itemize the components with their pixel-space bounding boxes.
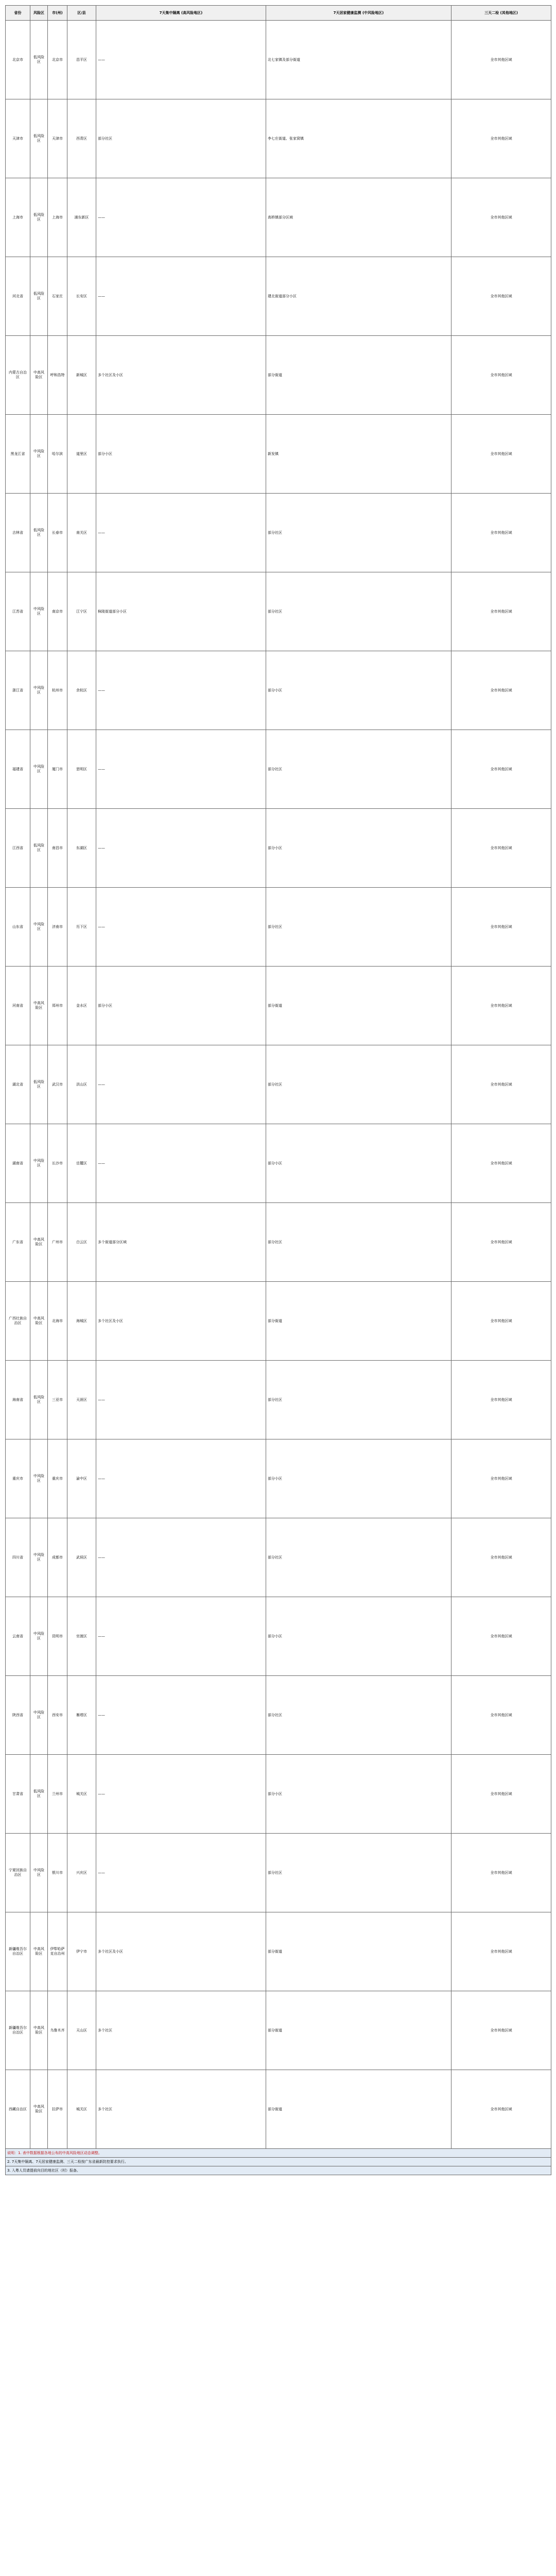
cell-risk: 中风险区 [30, 1518, 48, 1597]
cell-risk: 中高风险区 [30, 1912, 48, 1991]
cell-other: 全市其他区域 [451, 336, 551, 415]
cell-high-risk: —— [96, 1834, 266, 1912]
cell-city: 天津市 [48, 99, 67, 178]
cell-province: 天津市 [6, 99, 30, 178]
cell-district: 海城区 [67, 1282, 96, 1361]
header-province: 省份 [6, 6, 30, 21]
cell-risk: 低风险区 [30, 1045, 48, 1124]
cell-risk: 中高风险区 [30, 2070, 48, 2149]
note-row [6, 2166, 551, 2175]
cell-district: 历下区 [67, 888, 96, 967]
header-high-risk: 7天集中隔离 (高风险地区) [96, 6, 266, 21]
cell-city: 南京市 [48, 572, 67, 651]
cell-other: 全市其他区域 [451, 572, 551, 651]
cell-province: 浙江省 [6, 651, 30, 730]
cell-other: 全市其他区域 [451, 888, 551, 967]
table-row [6, 21, 551, 99]
cell-risk: 中高风险区 [30, 967, 48, 1045]
table-row [6, 1755, 551, 1834]
cell-mid-risk: 部分街道 [266, 2070, 451, 2149]
table-row [6, 1991, 551, 2070]
cell-other: 全市其他区域 [451, 967, 551, 1045]
cell-mid-risk: 部分社区 [266, 1045, 451, 1124]
cell-district: 思明区 [67, 730, 96, 809]
cell-other: 全市其他区域 [451, 1045, 551, 1124]
cell-mid-risk: 部分社区 [266, 1518, 451, 1597]
cell-mid-risk: 部分社区 [266, 1203, 451, 1282]
cell-high-risk: 多个社区 [96, 1991, 266, 2070]
table-row [6, 1203, 551, 1282]
cell-high-risk: —— [96, 1439, 266, 1518]
cell-city: 哈尔滨 [48, 415, 67, 494]
cell-province: 福建省 [6, 730, 30, 809]
cell-city: 广州市 [48, 1203, 67, 1282]
cell-risk: 中风险区 [30, 651, 48, 730]
cell-mid-risk: 部分街道 [266, 1991, 451, 2070]
cell-risk: 低风险区 [30, 1755, 48, 1834]
cell-province: 海南省 [6, 1361, 30, 1439]
cell-high-risk: —— [96, 1518, 266, 1597]
cell-district: 岳麓区 [67, 1124, 96, 1203]
cell-high-risk: 多个社区及小区 [96, 336, 266, 415]
note-text: 说明：1. 表中数据根据各地公布的中高风险地区动态调整。 [6, 2149, 551, 2158]
cell-district: 金水区 [67, 967, 96, 1045]
cell-risk: 中风险区 [30, 888, 48, 967]
cell-high-risk: 多个社区及小区 [96, 1282, 266, 1361]
table-row [6, 257, 551, 336]
table-row [6, 572, 551, 651]
cell-province: 黑龙江省 [6, 415, 30, 494]
cell-district: 城关区 [67, 1755, 96, 1834]
cell-district: 兴庆区 [67, 1834, 96, 1912]
cell-mid-risk: 部分社区 [266, 730, 451, 809]
cell-high-risk: —— [96, 178, 266, 257]
cell-province: 山东省 [6, 888, 30, 967]
cell-risk: 中高风险区 [30, 336, 48, 415]
cell-risk: 中风险区 [30, 415, 48, 494]
cell-risk: 低风险区 [30, 809, 48, 888]
cell-mid-risk: 部分街道 [266, 967, 451, 1045]
cell-risk: 中风险区 [30, 1676, 48, 1755]
cell-mid-risk: 部分小区 [266, 1597, 451, 1676]
cell-district: 昌平区 [67, 21, 96, 99]
cell-other: 全市其他区域 [451, 1755, 551, 1834]
cell-city: 杭州市 [48, 651, 67, 730]
cell-city: 长春市 [48, 494, 67, 572]
cell-risk: 中风险区 [30, 1834, 48, 1912]
cell-high-risk: —— [96, 730, 266, 809]
cell-mid-risk: 部分社区 [266, 572, 451, 651]
cell-city: 石家庄 [48, 257, 67, 336]
table-row [6, 809, 551, 888]
table-row [6, 967, 551, 1045]
cell-other: 全市其他区域 [451, 809, 551, 888]
cell-city: 乌鲁木齐 [48, 1991, 67, 2070]
cell-high-risk: —— [96, 1124, 266, 1203]
cell-city: 银川市 [48, 1834, 67, 1912]
header-city: 市(州) [48, 6, 67, 21]
cell-district: 余杭区 [67, 651, 96, 730]
cell-other: 全市其他区域 [451, 21, 551, 99]
cell-mid-risk: 部分小区 [266, 651, 451, 730]
cell-other: 全市其他区域 [451, 1203, 551, 1282]
cell-province: 上海市 [6, 178, 30, 257]
cell-mid-risk: 部分社区 [266, 494, 451, 572]
cell-high-risk: —— [96, 1361, 266, 1439]
cell-high-risk: —— [96, 494, 266, 572]
cell-district: 白云区 [67, 1203, 96, 1282]
note-row [6, 2158, 551, 2166]
cell-risk: 低风险区 [30, 178, 48, 257]
cell-district: 官渡区 [67, 1597, 96, 1676]
cell-high-risk: —— [96, 1045, 266, 1124]
cell-province: 湖北省 [6, 1045, 30, 1124]
cell-district: 雁塔区 [67, 1676, 96, 1755]
header-risk: 风险区 [30, 6, 48, 21]
cell-city: 长沙市 [48, 1124, 67, 1203]
cell-other: 全市其他区域 [451, 178, 551, 257]
table-row [6, 1676, 551, 1755]
cell-other: 全市其他区域 [451, 1282, 551, 1361]
cell-city: 北京市 [48, 21, 67, 99]
cell-city: 呼和浩特 [48, 336, 67, 415]
table-row [6, 99, 551, 178]
cell-district: 天山区 [67, 1991, 96, 2070]
note-row [6, 2149, 551, 2158]
cell-high-risk: —— [96, 1597, 266, 1676]
cell-other: 全市其他区域 [451, 415, 551, 494]
cell-other: 全市其他区域 [451, 1518, 551, 1597]
cell-mid-risk: 部分社区 [266, 1834, 451, 1912]
cell-mid-risk: 部分小区 [266, 1124, 451, 1203]
cell-risk: 低风险区 [30, 257, 48, 336]
table-header-row [6, 6, 551, 21]
cell-district: 新城区 [67, 336, 96, 415]
cell-high-risk: —— [96, 809, 266, 888]
table-row [6, 888, 551, 967]
cell-other: 全市其他区域 [451, 730, 551, 809]
cell-province: 内蒙古自治区 [6, 336, 30, 415]
cell-risk: 中高风险区 [30, 1203, 48, 1282]
cell-other: 全市其他区域 [451, 1597, 551, 1676]
cell-mid-risk: 高桥镇部分区域 [266, 178, 451, 257]
table-row [6, 1439, 551, 1518]
cell-risk: 低风险区 [30, 1361, 48, 1439]
cell-district: 江宁区 [67, 572, 96, 651]
cell-risk: 中高风险区 [30, 1282, 48, 1361]
table-row [6, 2070, 551, 2149]
cell-other: 全市其他区域 [451, 494, 551, 572]
cell-mid-risk: 部分小区 [266, 1439, 451, 1518]
table-row [6, 1361, 551, 1439]
cell-city: 北海市 [48, 1282, 67, 1361]
cell-other: 全市其他区域 [451, 651, 551, 730]
cell-city: 上海市 [48, 178, 67, 257]
cell-province: 云南省 [6, 1597, 30, 1676]
cell-risk: 中高风险区 [30, 1991, 48, 2070]
cell-city: 成都市 [48, 1518, 67, 1597]
cell-district: 东湖区 [67, 809, 96, 888]
cell-other: 全市其他区域 [451, 1834, 551, 1912]
cell-other: 全市其他区域 [451, 1676, 551, 1755]
cell-high-risk: —— [96, 1676, 266, 1755]
cell-city: 伊犁哈萨克自治州 [48, 1912, 67, 1991]
cell-city: 兰州市 [48, 1755, 67, 1834]
cell-mid-risk: 部分社区 [266, 1361, 451, 1439]
cell-province: 西藏自治区 [6, 2070, 30, 2149]
table-row [6, 1124, 551, 1203]
cell-high-risk: —— [96, 1755, 266, 1834]
cell-province: 广西壮族自治区 [6, 1282, 30, 1361]
cell-city: 三亚市 [48, 1361, 67, 1439]
cell-high-risk: 多个社区及小区 [96, 1912, 266, 1991]
cell-city: 昆明市 [48, 1597, 67, 1676]
header-district: 区/县 [67, 6, 96, 21]
header-other: 三天二检 (其他地区) [451, 6, 551, 21]
cell-high-risk: —— [96, 21, 266, 99]
cell-province: 北京市 [6, 21, 30, 99]
table-row [6, 1045, 551, 1124]
cell-high-risk: 部分社区 [96, 99, 266, 178]
policy-document [5, 5, 551, 2175]
cell-district: 伊宁市 [67, 1912, 96, 1991]
cell-mid-risk: 部分社区 [266, 1676, 451, 1755]
cell-other: 全市其他区域 [451, 1912, 551, 1991]
cell-risk: 中风险区 [30, 1124, 48, 1203]
cell-city: 武汉市 [48, 1045, 67, 1124]
cell-other: 全市其他区域 [451, 1361, 551, 1439]
cell-province: 甘肃省 [6, 1755, 30, 1834]
cell-mid-risk: 建北街道部分小区 [266, 257, 451, 336]
cell-province: 陕西省 [6, 1676, 30, 1755]
cell-risk: 中风险区 [30, 1439, 48, 1518]
cell-mid-risk: 北七家镇及部分街道 [266, 21, 451, 99]
cell-risk: 中风险区 [30, 1597, 48, 1676]
cell-city: 济南市 [48, 888, 67, 967]
cell-province: 重庆市 [6, 1439, 30, 1518]
table-row [6, 1518, 551, 1597]
note-text: 2. 7天集中隔离、7天居家健康监测、三天二检按广东省最新防控要求执行。 [6, 2158, 551, 2166]
risk-area-table [5, 5, 551, 2175]
cell-high-risk: —— [96, 888, 266, 967]
cell-other: 全市其他区域 [451, 1991, 551, 2070]
cell-district: 洪山区 [67, 1045, 96, 1124]
cell-province: 宁夏回族自治区 [6, 1834, 30, 1912]
header-mid-risk: 7天居家健康监测 (中风险地区) [266, 6, 451, 21]
cell-mid-risk: 部分街道 [266, 1282, 451, 1361]
cell-city: 南昌市 [48, 809, 67, 888]
cell-other: 全市其他区域 [451, 2070, 551, 2149]
cell-high-risk: 多个社区 [96, 2070, 266, 2149]
cell-district: 城关区 [67, 2070, 96, 2149]
cell-province: 河南省 [6, 967, 30, 1045]
cell-province: 河北省 [6, 257, 30, 336]
cell-province: 新疆维吾尔自治区 [6, 1912, 30, 1991]
cell-risk: 中风险区 [30, 572, 48, 651]
cell-district: 武侯区 [67, 1518, 96, 1597]
table-row [6, 336, 551, 415]
cell-city: 厦门市 [48, 730, 67, 809]
cell-city: 郑州市 [48, 967, 67, 1045]
cell-district: 南关区 [67, 494, 96, 572]
cell-mid-risk: 部分街道 [266, 336, 451, 415]
cell-province: 新疆维吾尔自治区 [6, 1991, 30, 2070]
cell-high-risk: 部分小区 [96, 415, 266, 494]
cell-district: 西青区 [67, 99, 96, 178]
cell-high-risk: —— [96, 651, 266, 730]
cell-risk: 中风险区 [30, 730, 48, 809]
table-row [6, 178, 551, 257]
cell-province: 吉林省 [6, 494, 30, 572]
table-row [6, 1597, 551, 1676]
table-row [6, 1282, 551, 1361]
note-text: 3. 入粤人员请提前向目的地社区（村）报备。 [6, 2166, 551, 2175]
cell-mid-risk: 部分小区 [266, 809, 451, 888]
cell-risk: 低风险区 [30, 494, 48, 572]
cell-risk: 低风险区 [30, 99, 48, 178]
cell-other: 全市其他区域 [451, 257, 551, 336]
cell-mid-risk: 部分街道 [266, 1912, 451, 1991]
cell-other: 全市其他区域 [451, 1124, 551, 1203]
cell-high-risk: 多个街道部分区域 [96, 1203, 266, 1282]
cell-other: 全市其他区域 [451, 99, 551, 178]
table-row [6, 1912, 551, 1991]
cell-mid-risk: 新发镇 [266, 415, 451, 494]
cell-district: 长安区 [67, 257, 96, 336]
table-body [6, 21, 551, 2175]
cell-city: 西安市 [48, 1676, 67, 1755]
cell-mid-risk: 李七庄街道、张家窝镇 [266, 99, 451, 178]
cell-district: 道里区 [67, 415, 96, 494]
cell-mid-risk: 部分小区 [266, 1755, 451, 1834]
cell-risk: 低风险区 [30, 21, 48, 99]
cell-city: 拉萨市 [48, 2070, 67, 2149]
cell-province: 四川省 [6, 1518, 30, 1597]
cell-high-risk: 秣陵街道部分小区 [96, 572, 266, 651]
cell-district: 渝中区 [67, 1439, 96, 1518]
cell-district: 天涯区 [67, 1361, 96, 1439]
cell-district: 浦东新区 [67, 178, 96, 257]
cell-province: 湖南省 [6, 1124, 30, 1203]
cell-city: 重庆市 [48, 1439, 67, 1518]
cell-province: 广东省 [6, 1203, 30, 1282]
cell-province: 江西省 [6, 809, 30, 888]
cell-high-risk: —— [96, 257, 266, 336]
table-row [6, 415, 551, 494]
table-row [6, 1834, 551, 1912]
cell-province: 江苏省 [6, 572, 30, 651]
cell-high-risk: 部分小区 [96, 967, 266, 1045]
cell-other: 全市其他区域 [451, 1439, 551, 1518]
cell-mid-risk: 部分社区 [266, 888, 451, 967]
table-row [6, 730, 551, 809]
table-row [6, 651, 551, 730]
table-row [6, 494, 551, 572]
